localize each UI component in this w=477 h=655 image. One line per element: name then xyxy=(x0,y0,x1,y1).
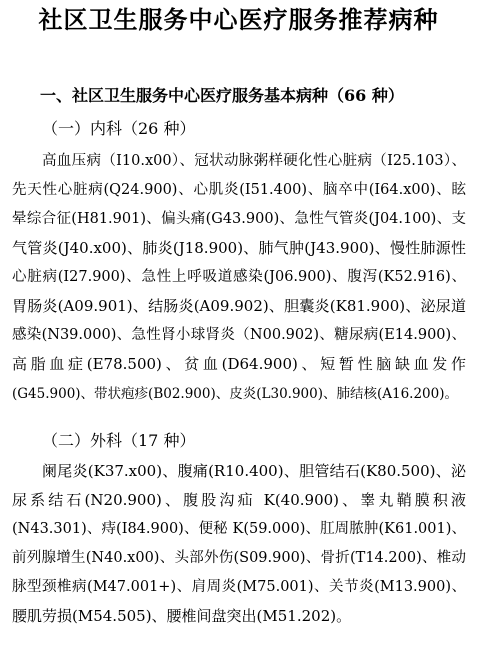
subsection-heading-internal-medicine: （一）内科（26 种） xyxy=(42,119,196,138)
paragraph-line: 腰肌劳损(M54.505)、腰椎间盘突出(M51.202)。 xyxy=(12,607,352,625)
paragraph-line: 胃肠炎(A09.901)、结肠炎(A09.902)、胆囊炎(K81.900)、泌尿道 xyxy=(12,297,466,315)
paragraph-line: 脉型颈椎病(M47.001+)、肩周炎(M75.001)、关节炎(M13.900)、 xyxy=(12,579,466,595)
paragraph-line: 高脂血症(E78.500)、贫血(D64.900)、短暂性脑缺血发作 xyxy=(12,355,466,373)
paragraph-line: (G45.900)、带状疱疹(B02.900)、皮炎(L30.900)、肺结核(A16.200)。 xyxy=(12,386,459,402)
paragraph-line: 阑尾炎(K37.x00)、腹痛(R10.400)、胆管结石(K80.500)、泌 xyxy=(42,462,466,480)
paragraph-line: 前列腺增生(N40.x00)、头部外伤(S09.900)、骨折(T14.200)、椎动 xyxy=(12,550,466,566)
paragraph-line: 气管炎(J40.x00)、肺炎(J18.900)、肺气肿(J43.900)、慢性肺源性 xyxy=(12,239,466,257)
subsection-heading-surgery: （二）外科（17 种） xyxy=(42,431,196,450)
paragraph-line: 心脏病(I27.900)、急性上呼吸道感染(J06.900)、腹泻(K52.916)、 xyxy=(12,269,466,285)
paragraph-line: 晕综合征(H81.901)、偏头痛(G43.900)、急性气管炎(J04.100)、支 xyxy=(12,211,466,227)
paragraph-line: 先天性心脏病(Q24.900)、心肌炎(I51.400)、脑卒中(I64.x00)、眩 xyxy=(12,182,466,198)
paragraph-line: 感染(N39.000)、急性肾小球肾炎（N00.902)、糖尿病(E14.900)、 xyxy=(12,327,466,343)
paragraph-line: 尿系结石(N20.900)、腹股沟疝 K(40.900)、睾丸鞘膜积液 xyxy=(12,491,466,509)
paragraph-line: (N43.301)、痔(I84.900)、便秘 K(59.000)、肛周脓肿(K61.001)、 xyxy=(12,521,466,537)
document-title: 社区卫生服务中心医疗服务推荐病种 xyxy=(38,5,439,34)
paragraph-line: 高血压病（I10.x00）、冠状动脉粥样硬化性心脏病（I25.103）、 xyxy=(42,153,466,169)
section-heading-basic-diseases: 一、社区卫生服务中心医疗服务基本病种（66 种） xyxy=(40,86,404,105)
